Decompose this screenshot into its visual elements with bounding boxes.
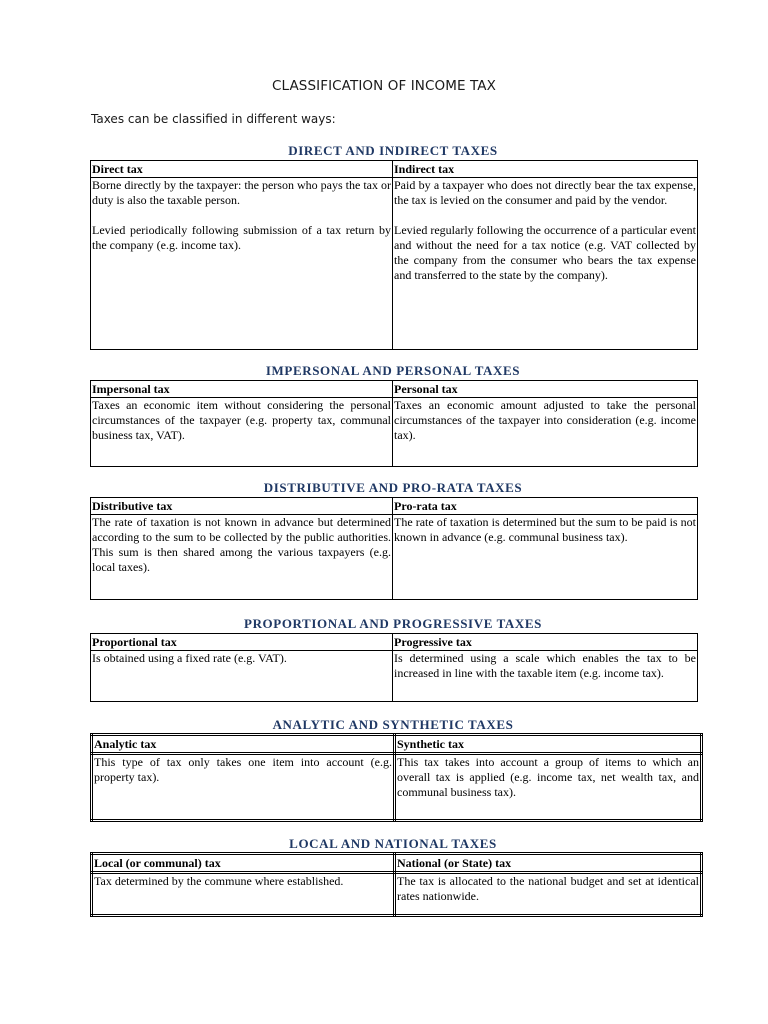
table-header-row: [91, 161, 698, 178]
section-title: ANALYTIC AND SYNTHETIC TAXES: [272, 717, 514, 732]
document-title: CLASSIFICATION OF INCOME TAX: [272, 78, 496, 94]
left-cell: [91, 515, 393, 600]
right-cell: [395, 754, 702, 821]
tax-table: [90, 380, 698, 467]
tax-table: [90, 497, 698, 600]
table-row: [91, 651, 698, 702]
paragraph: Levied periodically following submission of a tax return by the company (e.g. income tax).: [92, 223, 391, 252]
paragraph: Is obtained using a fixed rate (e.g. VAT).: [92, 651, 287, 665]
section-title: IMPERSONAL AND PERSONAL TAXES: [265, 363, 521, 378]
table-row: [92, 754, 702, 821]
tax-table: [90, 633, 698, 702]
paragraph: Levied regularly following the occurrence of a particular event and without the need for a tax notice (e.g. VAT collected by the company from the consumer who bears the tax expense and transferred to the state by the company).: [394, 223, 696, 282]
section-title: DISTRIBUTIVE AND PRO-RATA TAXES: [263, 480, 523, 495]
left-header: Analytic tax: [92, 735, 395, 754]
right-header: Personal tax: [393, 381, 698, 398]
right-header: Synthetic tax: [395, 735, 702, 754]
paragraph: Borne directly by the taxpayer: the person who pays the tax or duty is also the taxable person.: [92, 178, 391, 207]
intro-text: Taxes can be classified in different ways:: [91, 112, 336, 126]
right-header: Indirect tax: [393, 161, 698, 178]
right-cell: [393, 178, 698, 350]
right-header: Pro-rata tax: [393, 498, 698, 515]
paragraph: Is determined using a scale which enables the tax to be increased in line with the taxable item (e.g. income tax).: [394, 651, 696, 680]
left-header: Direct tax: [91, 161, 393, 178]
table-header-row: [92, 735, 702, 754]
table-header-row: [91, 381, 698, 398]
right-cell: [393, 651, 698, 702]
tax-table: [90, 852, 703, 917]
paragraph: Tax determined by the commune where established.: [94, 874, 344, 888]
table-header-row: [91, 498, 698, 515]
section-title: DIRECT AND INDIRECT TAXES: [288, 143, 498, 158]
paragraph: Taxes an economic item without considering the personal circumstances of the taxpayer (e.g. property tax, communal business tax, VAT).: [92, 398, 391, 442]
section-title: LOCAL AND NATIONAL TAXES: [289, 836, 497, 851]
paragraph: This type of tax only takes one item into account (e.g. property tax).: [94, 755, 392, 784]
paragraph: The rate of taxation is not known in advance but determined according to the sum to be collected by the public authorities. This sum is then shared among the various taxpayers (e.g. local taxes).: [92, 515, 391, 574]
tax-table: [90, 160, 698, 350]
paragraph: This tax takes into account a group of items to which an overall tax is applied (e.g. income tax, net wealth tax, and communal business tax).: [397, 755, 699, 799]
table-row: [91, 398, 698, 467]
left-header: Local (or communal) tax: [92, 854, 395, 873]
table-row: [91, 178, 698, 350]
right-cell: [395, 873, 702, 916]
left-cell: [91, 178, 393, 350]
left-cell: [91, 651, 393, 702]
right-cell: [393, 515, 698, 600]
right-cell: [393, 398, 698, 467]
table-header-row: [92, 854, 702, 873]
right-header: Progressive tax: [393, 634, 698, 651]
section-title: PROPORTIONAL AND PROGRESSIVE TAXES: [244, 616, 542, 631]
table-row: [91, 515, 698, 600]
right-header: National (or State) tax: [395, 854, 702, 873]
table-row: [92, 873, 702, 916]
table-header-row: [91, 634, 698, 651]
left-cell: [91, 398, 393, 467]
left-header: Impersonal tax: [91, 381, 393, 398]
left-cell: [92, 754, 395, 821]
paragraph: Taxes an economic amount adjusted to take the personal circumstances of the taxpayer into consideration (e.g. income tax).: [394, 398, 696, 442]
left-cell: [92, 873, 395, 916]
paragraph: Paid by a taxpayer who does not directly bear the tax expense, the tax is levied on the consumer and paid by the vendor.: [394, 178, 696, 207]
paragraph: The tax is allocated to the national budget and set at identical rates nationwide.: [397, 874, 699, 903]
left-header: Distributive tax: [91, 498, 393, 515]
paragraph: The rate of taxation is determined but the sum to be paid is not known in advance (e.g. communal business tax).: [394, 515, 696, 544]
left-header: Proportional tax: [91, 634, 393, 651]
tax-table: [90, 733, 703, 822]
